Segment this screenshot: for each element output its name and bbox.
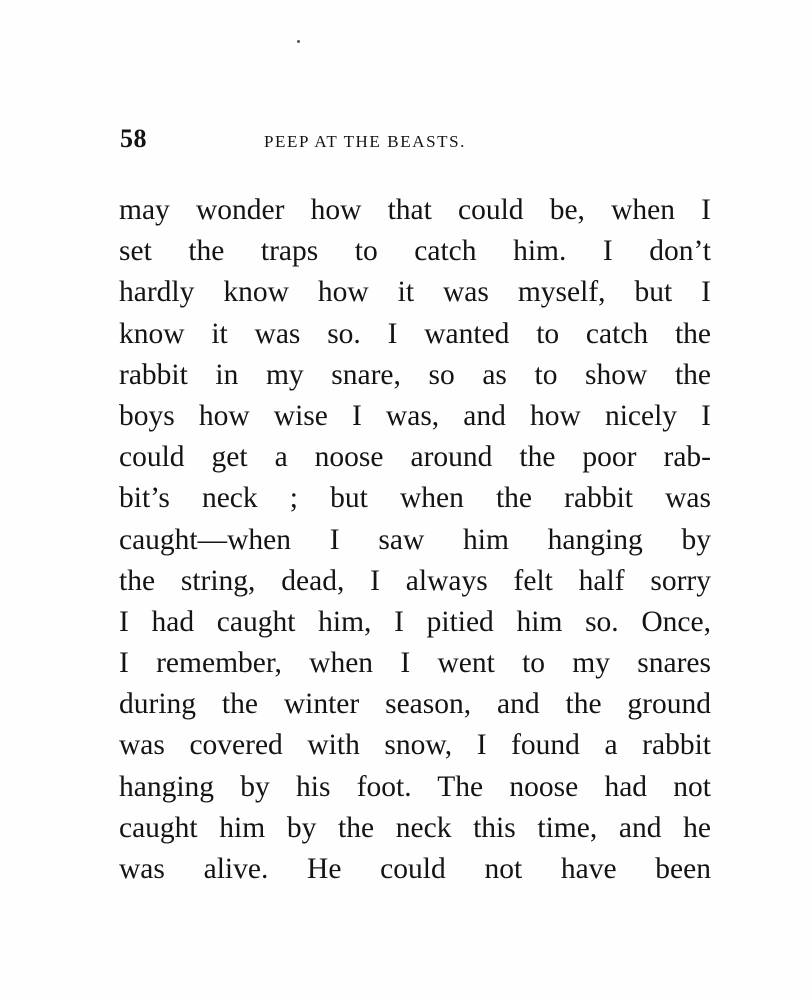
text-line: I remember, when I went to my snares — [119, 647, 711, 680]
text-line: caught—when I saw him hanging by — [119, 523, 711, 556]
text-line: rabbit in my snare, so as to show the — [119, 358, 711, 391]
text-line: caught him by the neck this time, and he — [119, 811, 711, 844]
running-head: PEEP AT THE BEASTS. — [264, 132, 467, 151]
text-line: was alive. He could not have been — [119, 853, 711, 885]
text-line: was covered with snow, I found a rabbit — [119, 729, 711, 762]
text-line: I had caught him, I pitied him so. Once, — [119, 605, 711, 638]
text-line: know it was so. I wanted to catch the — [119, 317, 711, 350]
text-line: the string, dead, I always felt half sorry — [119, 564, 711, 597]
page-header — [120, 124, 720, 164]
text-line: could get a noose around the poor rab- — [119, 441, 711, 474]
text-line: bit’s neck ; but when the rabbit was — [119, 482, 711, 515]
ink-speck — [297, 40, 300, 43]
text-line: boys how wise I was, and how nicely I — [119, 399, 711, 432]
body-text — [119, 190, 711, 890]
text-line: set the traps to catch him. I don’t — [119, 235, 711, 268]
text-line: hardly know how it was myself, but I — [119, 276, 711, 309]
text-line: during the winter season, and the ground — [119, 688, 711, 721]
page-number: 58 — [120, 124, 147, 153]
text-line: may wonder how that could be, when I — [119, 194, 711, 226]
text-line: hanging by his foot. The noose had not — [119, 770, 711, 803]
